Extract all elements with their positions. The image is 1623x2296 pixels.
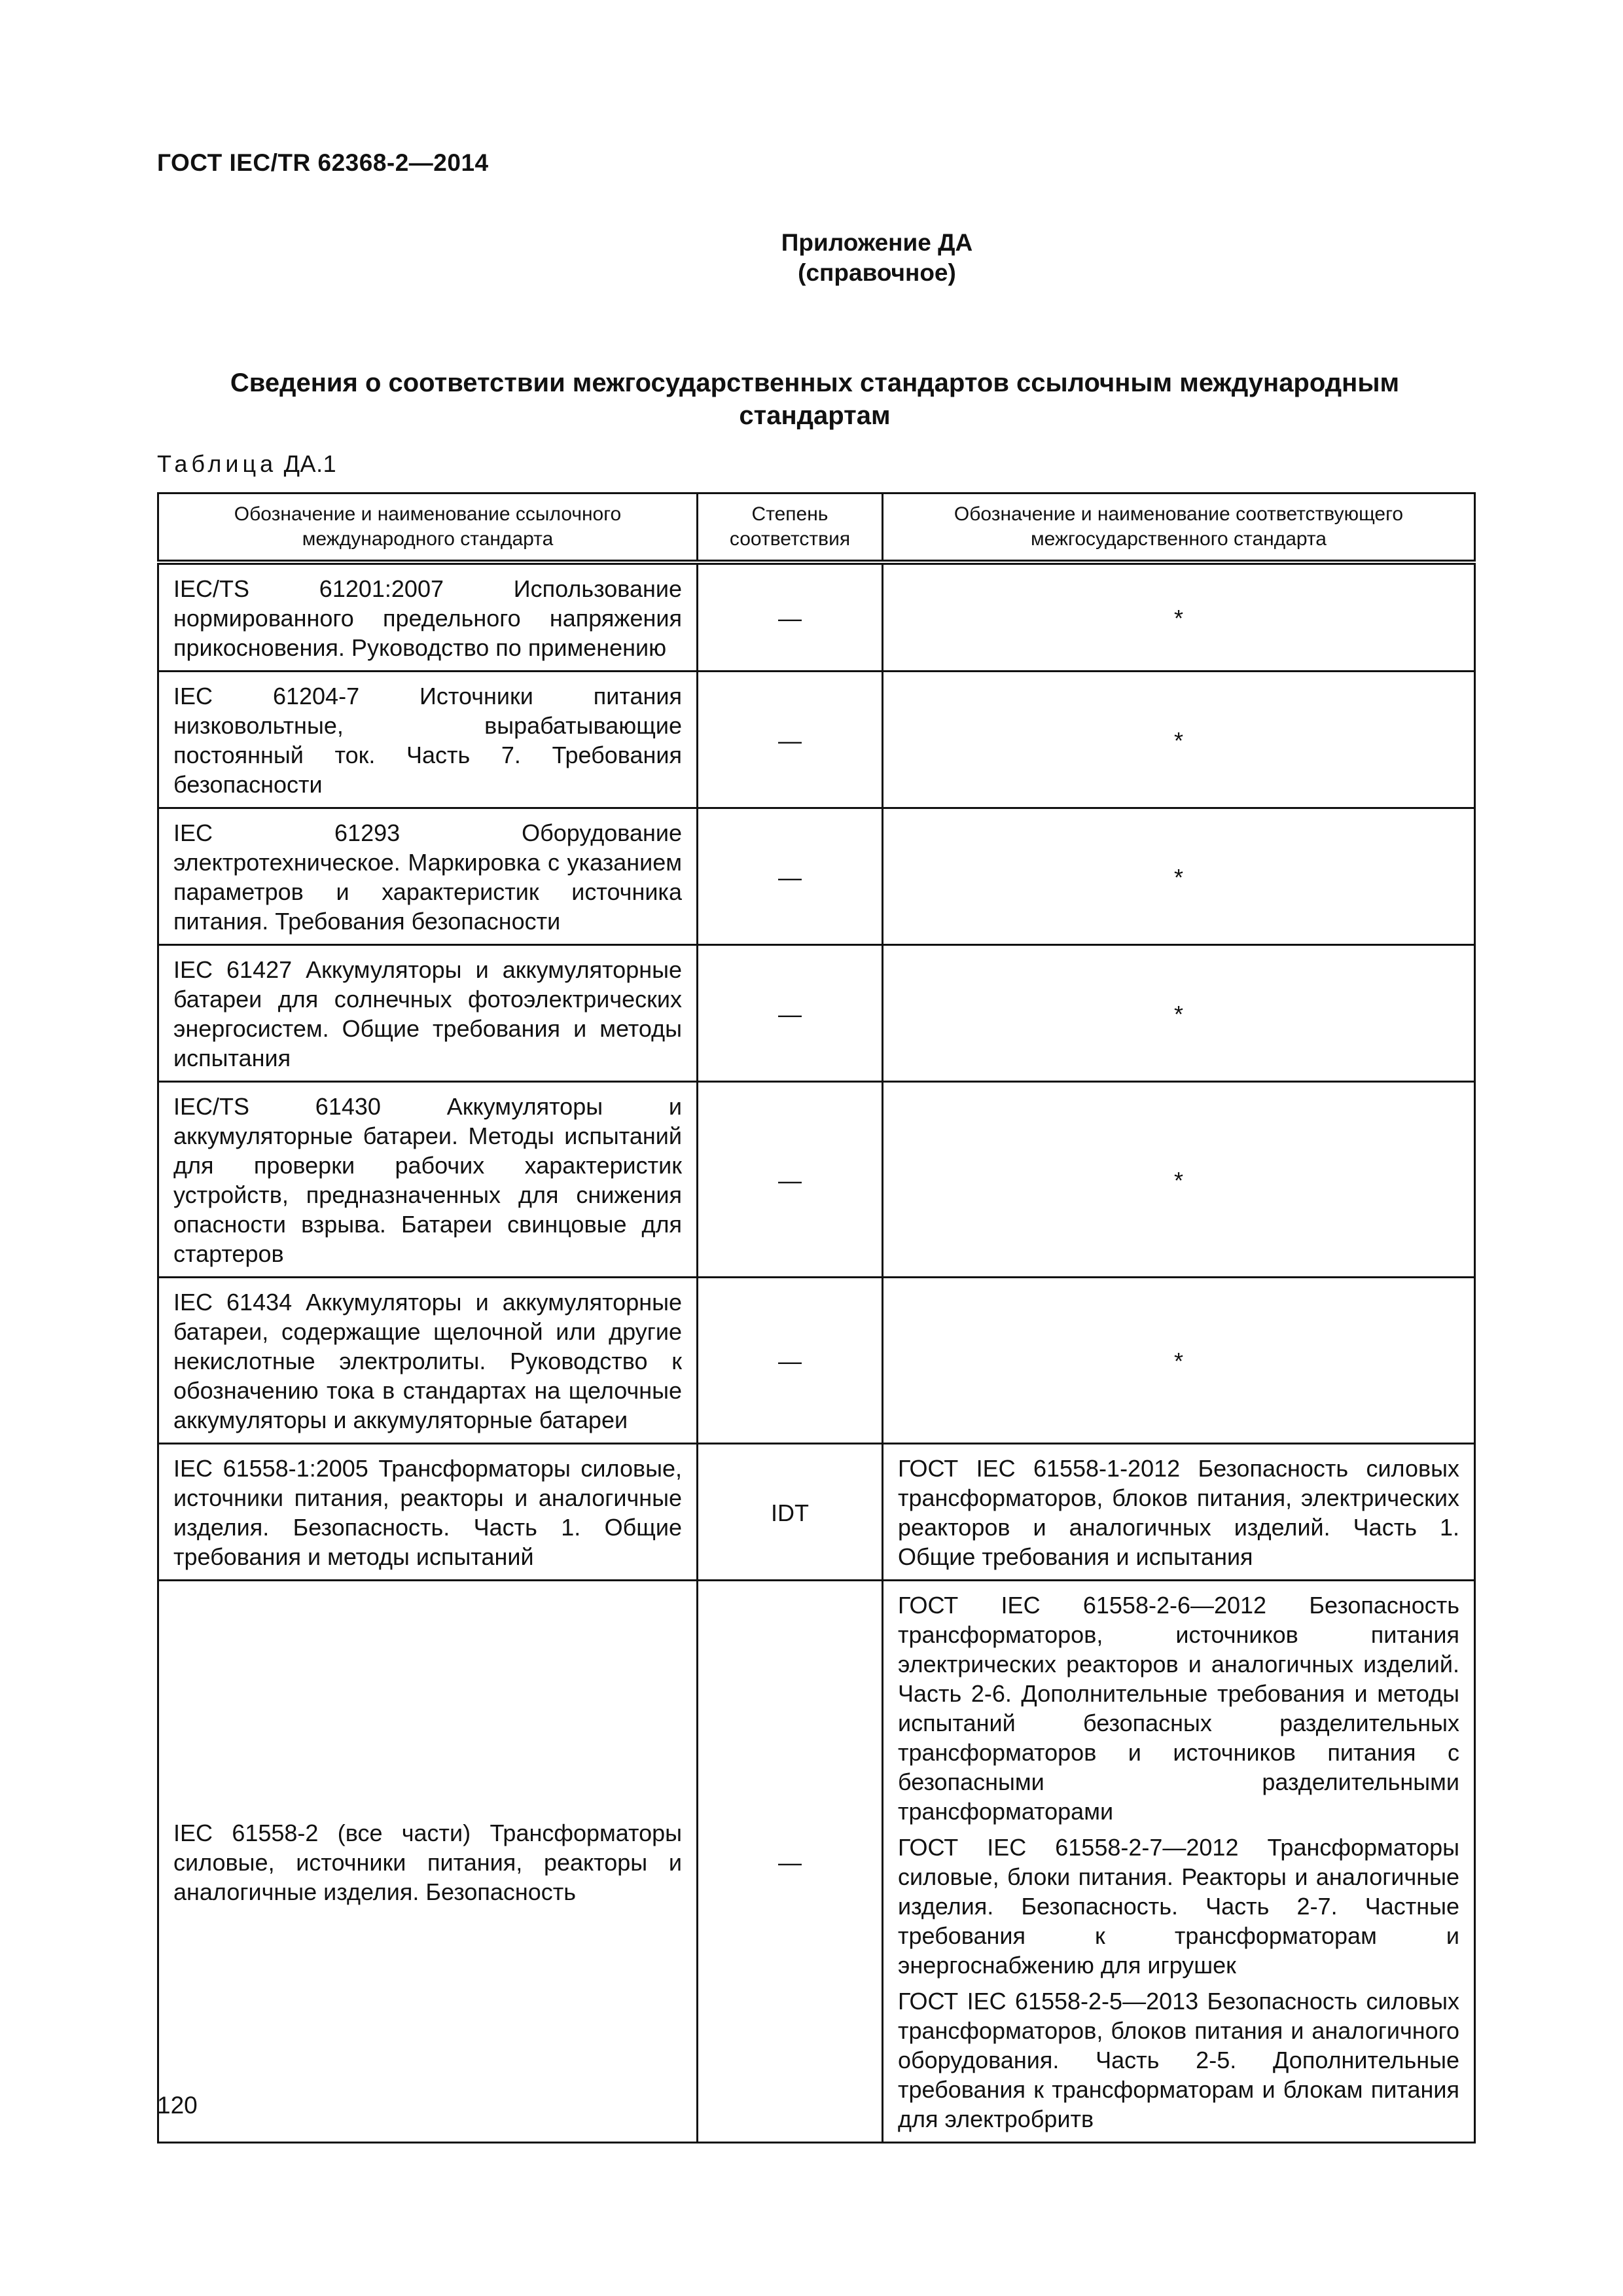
column-header-degree: Степень соответствия	[698, 493, 883, 563]
correspondence-table	[157, 492, 1476, 2144]
table-row	[158, 672, 1475, 808]
degree-cell: —	[698, 1278, 883, 1444]
table-row	[158, 562, 1475, 672]
reference-standard-cell: IEC/TS 61201:2007 Использование нормированного предельного напряжения прикосновения. Руководство по применению	[158, 562, 698, 672]
table-caption	[157, 450, 336, 478]
table-caption-prefix: Таблица	[157, 450, 277, 477]
corresponding-standard-item: ГОСТ IEC 61558-2-6—2012 Безопасность трансформаторов, источников питания электрических реакторов и аналогичных изделий. Часть 2-6. Дополнительные требования и методы испытаний безопасных разделительных трансформаторов и источников питания с безопасными разделительными трансформаторами	[898, 1592, 1459, 1825]
annex-title: Приложение ДА	[781, 229, 973, 256]
reference-standard-cell: IEC 61204-7 Источники питания низковольтные, вырабатывающие постоянный ток. Часть 7. Требования безопасности	[158, 672, 698, 808]
reference-standard-cell: IEC 61293 Оборудование электротехническое. Маркировка с указанием параметров и характеристик источника питания. Требования безопасности	[158, 808, 698, 945]
reference-standard-cell: IEC/TS 61430 Аккумуляторы и аккумуляторные батареи. Методы испытаний для проверки рабочих характеристик устройств, предназначенных для снижения опасности взрыва. Батареи свинцовые для стартеров	[158, 1082, 698, 1278]
corresponding-standard-cell: *	[883, 562, 1475, 672]
table-row	[158, 1278, 1475, 1444]
table-caption-number: ДА.1	[283, 450, 337, 477]
reference-standard-cell: IEC 61558-1:2005 Трансформаторы силовые, источники питания, реакторы и аналогичные изделия. Безопасность. Часть 1. Общие требования и методы испытаний	[158, 1444, 698, 1581]
column-header-reference: Обозначение и наименование ссылочного международного стандарта	[158, 493, 698, 563]
degree-cell: IDT	[698, 1444, 883, 1581]
degree-cell: —	[698, 672, 883, 808]
reference-standard-cell: IEC 61434 Аккумуляторы и аккумуляторные батареи, содержащие щелочной или другие некислотные электролиты. Руководство к обозначению тока в стандартах на щелочные аккумуляторы и аккумуляторные батареи	[158, 1278, 698, 1444]
degree-cell: —	[698, 1082, 883, 1278]
corresponding-standard-cell: *	[883, 1082, 1475, 1278]
table-header-row	[158, 493, 1475, 563]
corresponding-standard-cell: *	[883, 945, 1475, 1082]
degree-cell: —	[698, 945, 883, 1082]
corresponding-standard-cell	[883, 1444, 1475, 1581]
reference-standard-cell: IEC 61558-2 (все части) Трансформаторы силовые, источники питания, реакторы и аналогичные изделия. Безопасность	[158, 1581, 698, 2143]
document-header-id: ГОСТ IEC/TR 62368-2—2014	[157, 149, 489, 176]
annex-heading	[0, 228, 1623, 288]
annex-subtitle: (справочное)	[798, 259, 956, 286]
table-row	[158, 1082, 1475, 1278]
degree-cell: —	[698, 1581, 883, 2143]
corresponding-standard-item: ГОСТ IEC 61558-2-7—2012 Трансформаторы силовые, блоки питания. Реакторы и аналогичные изделия. Безопасность. Часть 2-7. Частные требования к трансформаторам и энергоснабжению для игрушек	[898, 1834, 1459, 1979]
column-header-corresponding: Обозначение и наименование соответствующего межгосударственного стандарта	[883, 493, 1475, 563]
table-row	[158, 945, 1475, 1082]
degree-cell: —	[698, 562, 883, 672]
table-row	[158, 1581, 1475, 2143]
corresponding-standard-cell: *	[883, 808, 1475, 945]
table-row	[158, 808, 1475, 945]
corresponding-standard-cell: *	[883, 1278, 1475, 1444]
corresponding-standard-cell	[883, 1581, 1475, 2143]
corresponding-standard-item: ГОСТ IEC 61558-2-5—2013 Безопасность силовых трансформаторов, блоков питания и аналогичного оборудования. Часть 2-5. Дополнительные требования к трансформаторам и блокам питания для электробритв	[898, 1988, 1459, 2132]
table-row	[158, 1444, 1475, 1581]
reference-standard-cell: IEC 61427 Аккумуляторы и аккумуляторные батареи для солнечных фотоэлектрических энергосистем. Общие требования и методы испытания	[158, 945, 698, 1082]
section-heading: Сведения о соответствии межгосударственных стандартов ссылочным международным стандартам	[230, 368, 1400, 430]
page-number: 120	[157, 2092, 198, 2119]
corresponding-standard-item: ГОСТ IEC 61558-1-2012 Безопасность силовых трансформаторов, блоков питания, электрических реакторов и аналогичных изделий. Часть 1. Общие требования и испытания	[898, 1455, 1459, 1570]
degree-cell: —	[698, 808, 883, 945]
table-body	[158, 562, 1475, 2143]
corresponding-standard-cell: *	[883, 672, 1475, 808]
